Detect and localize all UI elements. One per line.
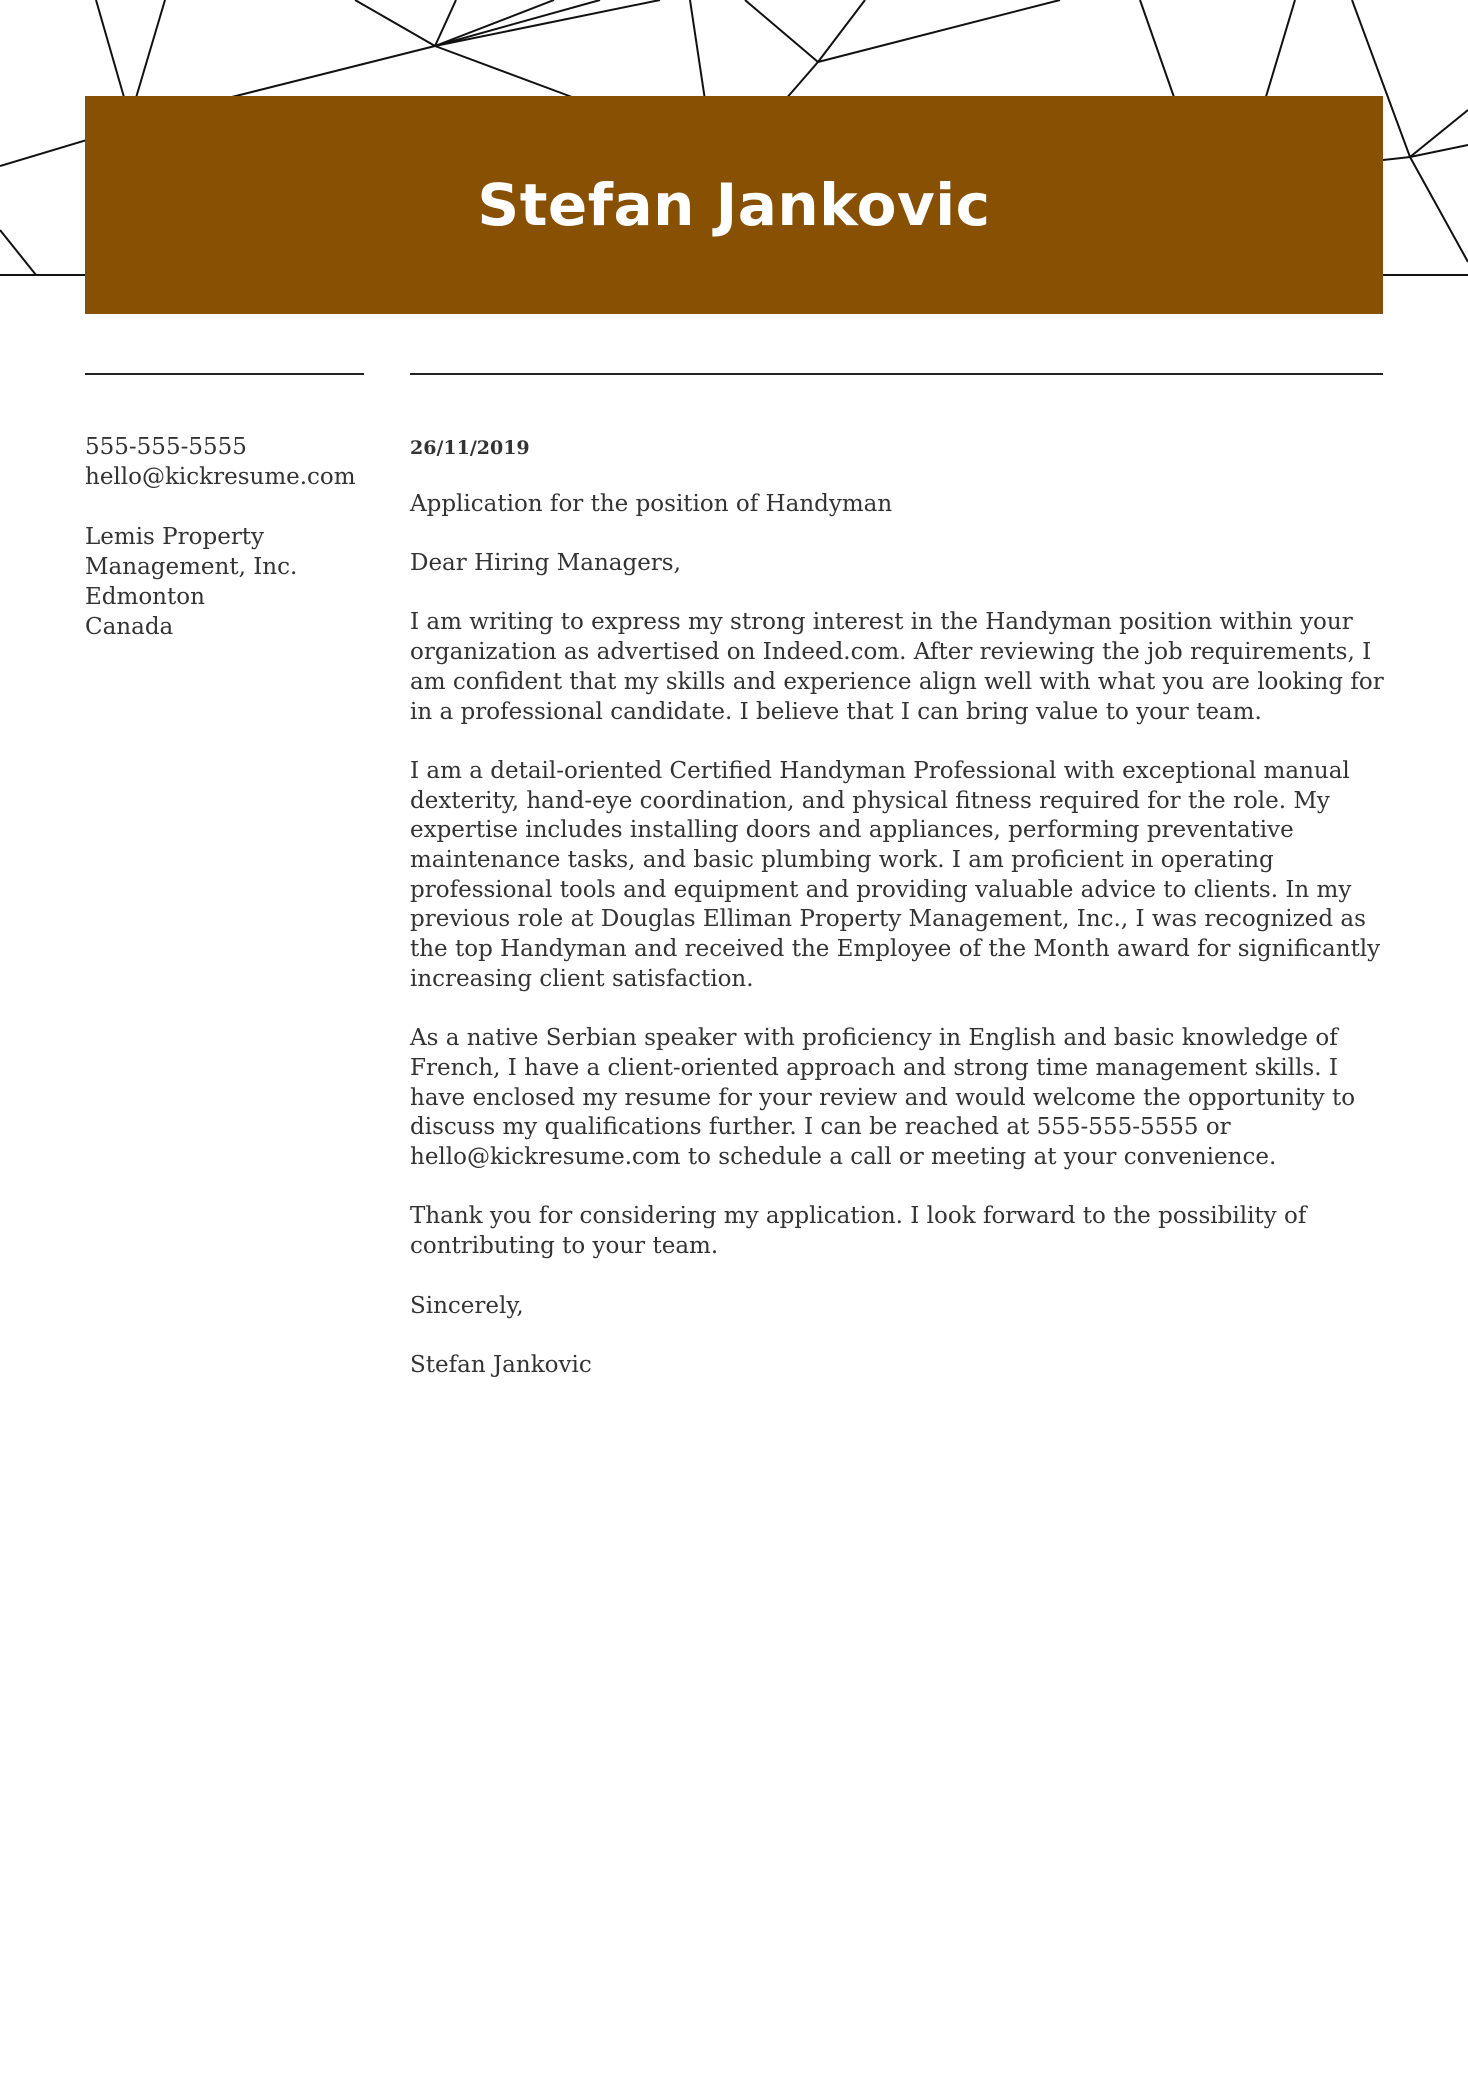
letter-paragraph: As a native Serbian speaker with proficiency in English and basic knowledge of French, I have a client-oriented approach and strong time management skills. I have enclosed my resume for your review and would welcome the opportunity to discuss my qualifications further. I can be reached at 555-555-5555 or hello@kickresume.com to schedule a call or meeting at your convenience. — [410, 1025, 1356, 1171]
email-address: hello@kickresume.com — [85, 464, 356, 490]
letter-date: 26/11/2019 — [410, 437, 530, 459]
contact-info — [85, 432, 375, 492]
sidebar-divider — [85, 373, 364, 375]
letter-paragraph: I am a detail-oriented Certified Handyman Professional with exceptional manual dexterity, hand-eye coordination, and physical fitness required for the role. My expertise includes installing doors and appliances, performing preventative maintenance tasks, and basic plumbing work. I am proficient in operating professional tools and equipment and providing valuable advice to clients. In my previous role at Douglas Elliman Property Management, Inc., I was recognized as the top Handyman and received the Employee of the Month award for significantly increasing client satisfaction. — [410, 757, 1381, 992]
letter-closing: Sincerely, — [410, 1292, 524, 1319]
recipient-address — [85, 522, 375, 642]
letter-divider — [410, 373, 1383, 375]
letter-paragraph: Thank you for considering my application. I look forward to the possibility of contributing to your team. — [410, 1203, 1307, 1260]
letter-signature: Stefan Jankovic — [410, 1351, 592, 1378]
letter-subject: Application for the position of Handyman — [410, 490, 893, 517]
letter-paragraph: I am writing to express my strong interest in the Handyman position within your organization as advertised on Indeed.com. After reviewing the job requirements, I am confident that my skills and experience align well with what you are looking for in a professional candidate. I believe that I can bring value to your team. — [410, 609, 1384, 725]
company-line-2: Management, Inc. — [85, 554, 298, 580]
letter-body — [410, 436, 1388, 1410]
letter-greeting: Dear Hiring Managers, — [410, 550, 681, 577]
applicant-name: Stefan Jankovic — [477, 171, 991, 239]
phone-number: 555-555-5555 — [85, 434, 247, 460]
header-banner — [85, 96, 1383, 314]
recipient-country: Canada — [85, 614, 174, 640]
recipient-city: Edmonton — [85, 584, 205, 610]
sidebar — [85, 432, 375, 642]
company-line-1: Lemis Property — [85, 524, 265, 550]
